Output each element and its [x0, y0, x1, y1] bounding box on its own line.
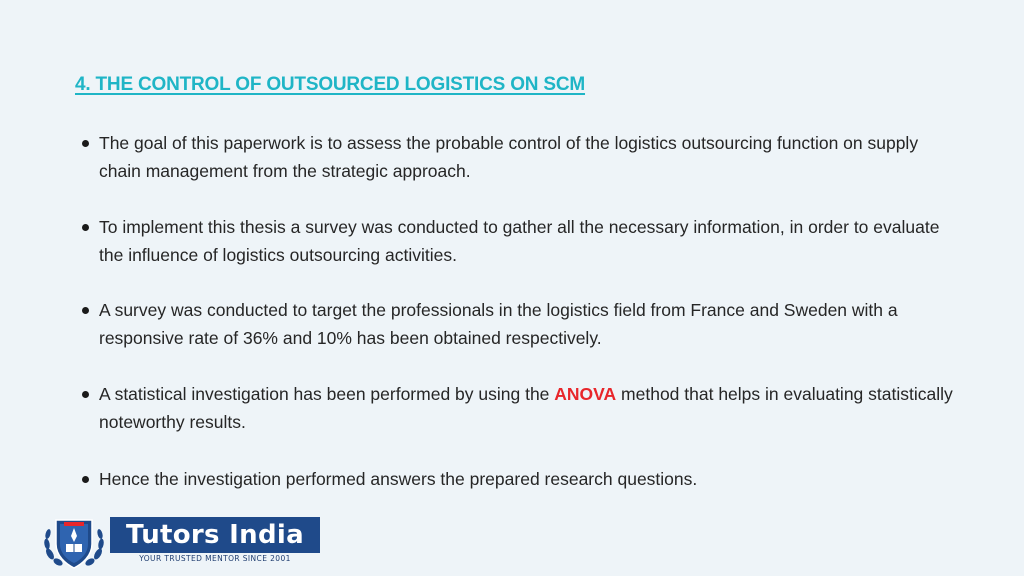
laurel-shield-icon [42, 514, 106, 570]
bullet-text-before: A statistical investigation has been performed by using the [99, 384, 555, 404]
bullet-dot-icon [82, 391, 89, 398]
bullet-dot-icon [82, 307, 89, 314]
slide-title: 4. THE CONTROL OF OUTSOURCED LOGISTICS ON SCM [75, 74, 586, 95]
bullet-text: To implement this thesis a survey was conducted to gather all the necessary information, in order to evaluate the influence of logistics outsourcing activities. [99, 217, 940, 265]
bullet-text-after: method that helps in evaluating statistically noteworthy results. [99, 384, 953, 432]
tutors-india-logo [42, 514, 304, 570]
logo-name: Tutors India [126, 520, 304, 550]
bullet-text: Hence the investigation performed answers the prepared research questions. [99, 469, 698, 489]
bullet-dot-icon [82, 476, 89, 483]
bullet-item [82, 466, 959, 494]
bullet-text: A survey was conducted to target the professionals in the logistics field from France and Sweden with a responsive rate of 36% and 10% has been obtained respectively. [99, 300, 898, 348]
bullet-text: The goal of this paperwork is to assess the probable control of the logistics outsourcing function on supply chain management from the strategic approach. [99, 133, 919, 181]
bullet-dot-icon [82, 140, 89, 147]
logo-name-banner [110, 517, 320, 553]
logo-tagline: YOUR TRUSTED MENTOR SINCE 2001 [139, 554, 291, 563]
bullet-item [82, 214, 959, 269]
bullet-item [82, 381, 959, 436]
anova-emphasis: ANOVA [554, 384, 617, 404]
bullet-dot-icon [82, 224, 89, 231]
bullet-item [82, 130, 959, 185]
bullet-item [82, 297, 959, 352]
